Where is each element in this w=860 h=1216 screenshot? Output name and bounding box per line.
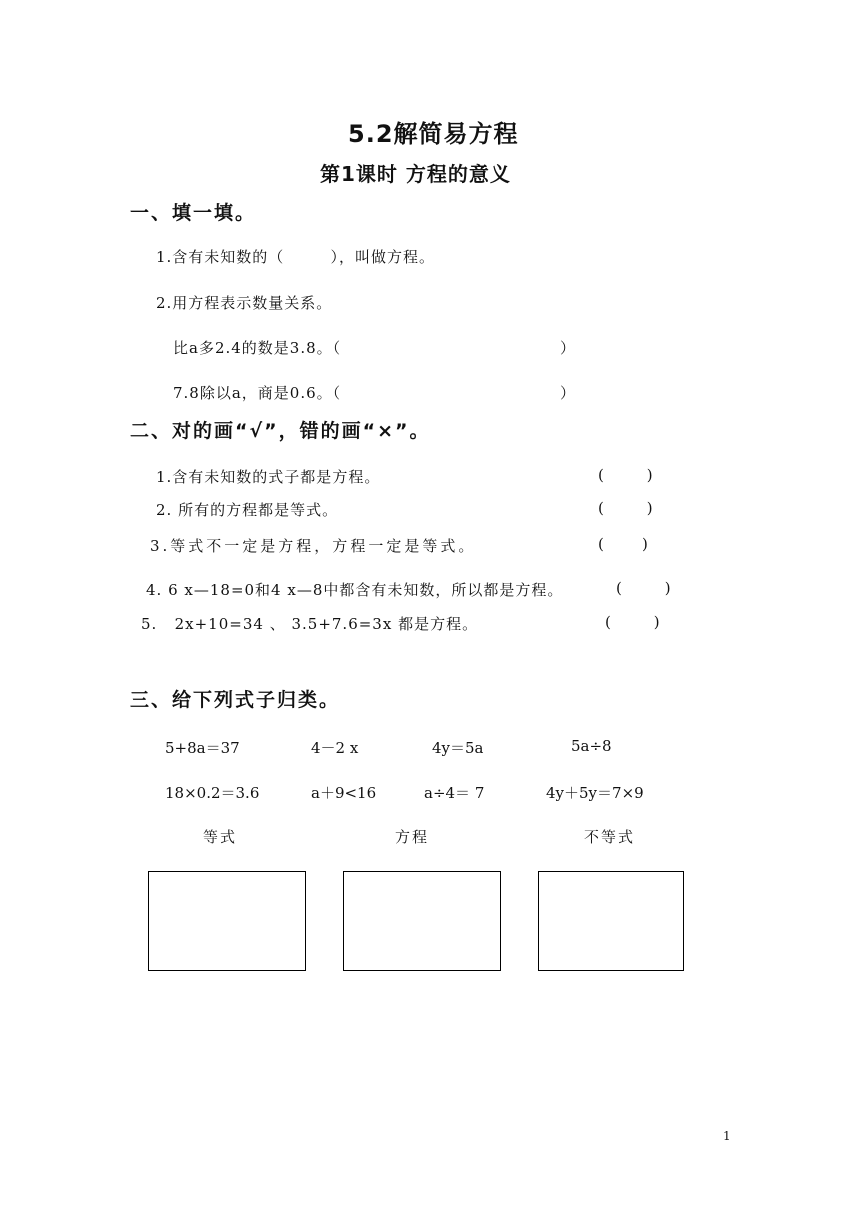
answer-box-equation[interactable] [343,871,501,971]
judge-item-text: 3.等式不一定是方程，方程一定是等式。 [150,537,477,555]
section-1-question-2b-close: ） [560,384,576,402]
section-1-question-2b: 7.8除以a，商是0.6。（ [173,384,342,402]
judge-item-answer-paren: ( ) [598,499,653,517]
judge-item-answer-paren: ( ) [598,535,648,553]
section-1-question-2a: 比a多2.4的数是3.8。（ [173,339,342,357]
expression: 4－2 x [311,739,359,757]
expression: 5+8a＝37 [165,739,240,757]
expression: 4y＋5y＝7×9 [546,784,644,802]
category-label-inequality: 不等式 [584,828,636,846]
section-3-heading: 三、给下列式子归类。 [130,689,341,711]
expression: 4y＝5a [432,739,484,757]
answer-box-inequality[interactable] [538,871,684,971]
category-label-equality: 等式 [203,828,238,846]
expression: 5a÷8 [571,737,612,755]
expression: a＋9<16 [311,784,377,802]
page-number: 1 [723,1129,731,1143]
judge-item-text: 1.含有未知数的式子都是方程。 [156,468,381,486]
section-1-question-2a-close: ） [560,339,576,357]
expression: 18×0.2＝3.6 [165,784,260,802]
lesson-subtitle: 第1课时 方程的意义 [320,162,511,186]
judge-item-answer-paren: ( ) [605,613,660,631]
answer-box-equality[interactable] [148,871,306,971]
section-1-heading: 一、填一填。 [130,202,257,224]
judge-item-text: 5. 2x+10=34 、 3.5+7.6=3x 都是方程。 [141,615,479,633]
judge-item-answer-paren: ( ) [598,466,653,484]
page-title: 5.2解简易方程 [348,120,519,148]
section-1-question-2: 2.用方程表示数量关系。 [156,294,333,312]
judge-item-answer-paren: ( ) [616,579,671,597]
judge-item-text: 2. 所有的方程都是等式。 [156,501,339,519]
judge-item-text: 4. 6 x—18=0和4 x—8中都含有未知数，所以都是方程。 [146,581,564,599]
section-1-question-1: 1.含有未知数的（ ），叫做方程。 [156,248,435,266]
category-label-equation: 方程 [395,828,430,846]
expression: a÷4＝ 7 [424,784,485,802]
section-2-heading: 二、对的画“√”，错的画“×”。 [130,420,431,442]
